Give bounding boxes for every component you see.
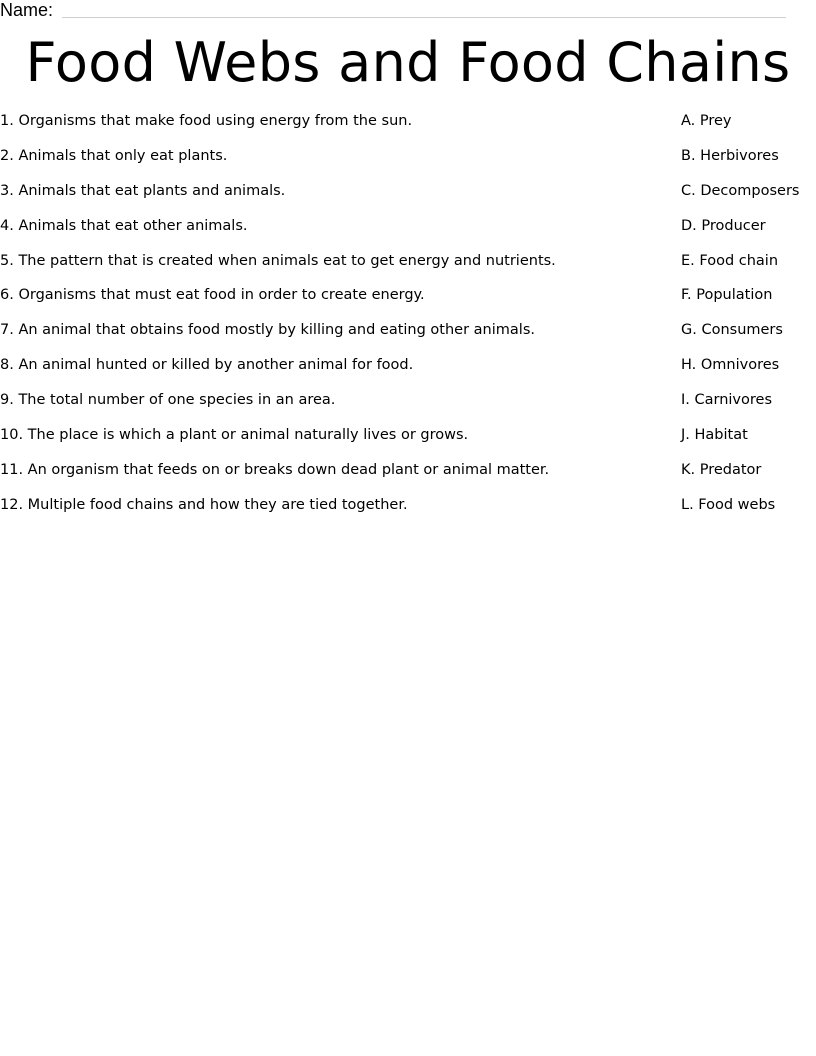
answer-option: G. Consumers — [681, 322, 783, 339]
matching-list — [0, 110, 816, 529]
matching-row — [0, 354, 816, 389]
answer-option: A. Prey — [681, 113, 732, 129]
matching-row — [0, 389, 816, 424]
answer-option: C. Decomposers — [681, 182, 800, 199]
answer-option: L. Food webs — [681, 496, 776, 513]
name-label: Name: — [0, 0, 54, 20]
question-item: 12. Multiple food chains and how they are tied together. — [0, 496, 408, 513]
question-item: 10. The place is which a plant or animal naturally lives or grows. — [0, 427, 469, 444]
matching-row — [0, 145, 816, 180]
answer-option: J. Habitat — [681, 427, 748, 444]
question-item: 8. An animal hunted or killed by another animal for food. — [0, 357, 414, 374]
answer-option: H. Omnivores — [681, 357, 780, 374]
question-item: 3. Animals that eat plants and animals. — [0, 182, 286, 199]
question-item: 6. Organisms that must eat food in order to create energy. — [0, 287, 425, 304]
question-item: 11. An organism that feeds on or breaks down dead plant or animal matter. — [0, 461, 550, 478]
matching-row — [0, 319, 816, 354]
answer-option: F. Population — [681, 287, 773, 304]
name-field-row — [0, 0, 790, 22]
matching-row — [0, 215, 816, 250]
question-item: 5. The pattern that is created when animals eat to get energy and nutrients. — [0, 252, 556, 269]
matching-row — [0, 424, 816, 459]
question-item: 7. An animal that obtains food mostly by killing and eating other animals. — [0, 322, 535, 339]
name-blank-line[interactable] — [62, 17, 786, 18]
answer-option: B. Herbivores — [681, 147, 779, 164]
answer-option: E. Food chain — [681, 252, 779, 269]
matching-row — [0, 459, 816, 494]
answer-option: D. Producer — [681, 217, 766, 234]
matching-row — [0, 284, 816, 319]
question-item: 4. Animals that eat other animals. — [0, 217, 248, 234]
matching-row — [0, 110, 816, 145]
question-item: 2. Animals that only eat plants. — [0, 147, 228, 164]
answer-option: I. Carnivores — [681, 392, 773, 409]
question-item: 1. Organisms that make food using energy from the sun. — [0, 113, 413, 129]
matching-row — [0, 180, 816, 215]
matching-row — [0, 494, 816, 529]
answer-option: K. Predator — [681, 461, 762, 478]
matching-row — [0, 250, 816, 285]
worksheet-title: Food Webs and Food Chains — [25, 31, 791, 94]
question-item: 9. The total number of one species in an area. — [0, 392, 336, 409]
